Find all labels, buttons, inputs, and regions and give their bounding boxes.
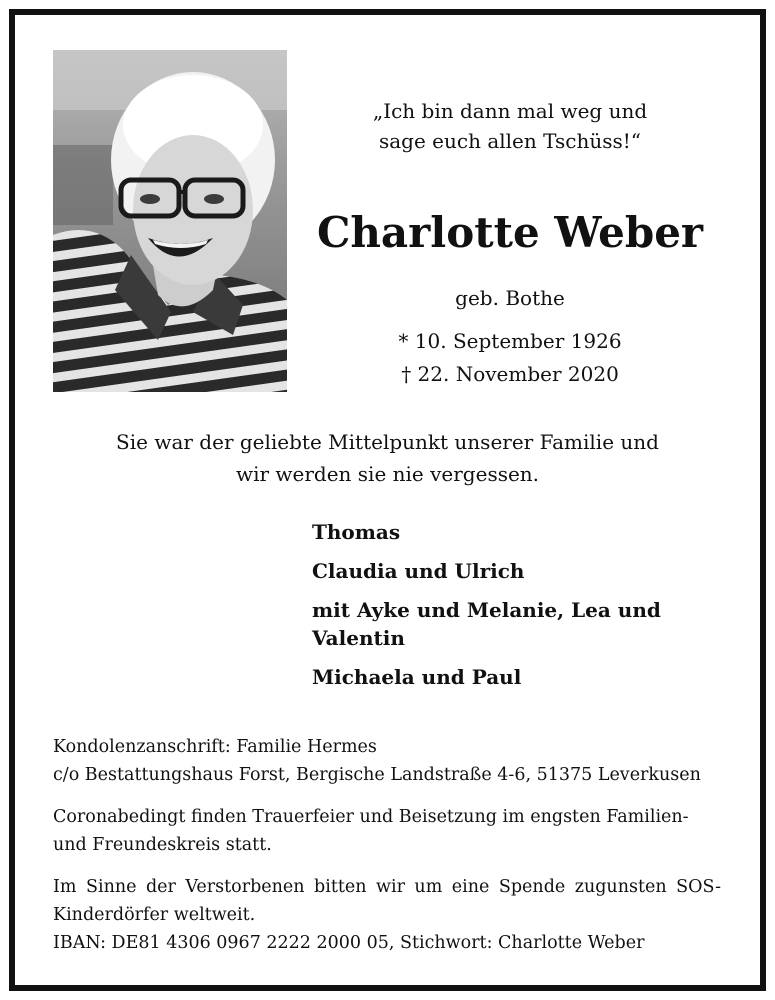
corona-note: Coronabedingt finden Trauerfeier und Beisetzung im engsten Familien- und Freundeskreis statt. <box>53 807 689 855</box>
tribute-line-2: wir werden sie nie vergessen. <box>235 462 540 486</box>
condolence-line-1: Kondolenzanschrift: Familie Hermes <box>53 737 377 757</box>
death-date: † 22. November 2020 <box>401 362 619 386</box>
portrait-photo <box>53 50 287 392</box>
birth-date: * 10. September 1926 <box>398 329 622 353</box>
condolence-address <box>53 733 721 789</box>
family-member: Thomas <box>312 520 401 544</box>
tribute-line-1: Sie war der geliebte Mittelpunkt unserer Familie und <box>116 430 659 454</box>
donation-iban: IBAN: DE81 4306 0967 2222 2000 05, Stichwort: Charlotte Weber <box>53 933 645 953</box>
quote-line-1: „Ich bin dann mal weg und <box>372 99 648 123</box>
donation-text: Im Sinne der Verstorbenen bitten wir um eine Spende zugunsten SOS-Kinderdörfer weltweit. <box>53 877 721 925</box>
family-member: mit Ayke und Melanie, Lea und Valentin <box>312 598 661 650</box>
quote <box>320 96 700 156</box>
condolence-line-2: c/o Bestattungshaus Forst, Bergische Landstraße 4-6, 51375 Leverkusen <box>53 765 701 785</box>
birth-name: geb. Bothe <box>455 286 565 310</box>
family-member: Michaela und Paul <box>312 665 522 689</box>
family-list <box>312 518 712 702</box>
donation-request <box>53 873 721 957</box>
life-dates <box>330 325 690 391</box>
deceased-name: Charlotte Weber <box>316 208 704 257</box>
tribute-text <box>60 426 715 490</box>
quote-line-2: sage euch allen Tschüss!“ <box>378 129 642 153</box>
family-member: Claudia und Ulrich <box>312 559 525 583</box>
